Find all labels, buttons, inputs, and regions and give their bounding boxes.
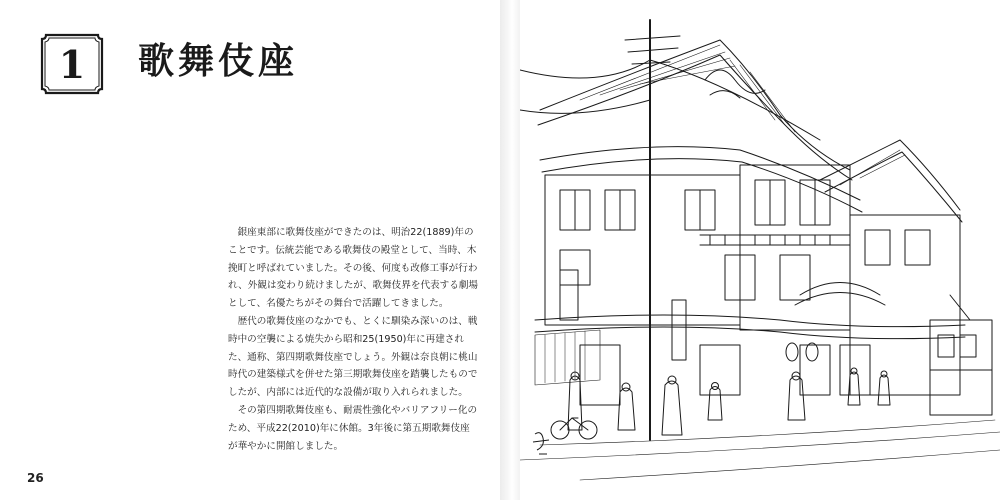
body-paragraph: 歴代の歌舞伎座のなかでも、とくに馴染み深いのは、戦時中の空襲による焼失から昭和25(1950)年に再建された、通称、第四期歌舞伎座でしょう。外観は奈良朝に桃山時代の建築様式を併せた第三期歌舞伎座を踏襲したものでしたが、内部には近代的な設備が取り入れられました。 (228, 315, 478, 399)
kabukiza-illustration-icon (520, 0, 1000, 500)
chapter-title: 歌舞伎座 (138, 41, 299, 82)
page-number: 26 (27, 471, 44, 485)
chapter-number-frame (40, 33, 104, 95)
body-paragraph: 銀座東部に歌舞伎座ができたのは、明治22(1889)年のことです。伝統芸能である歌舞伎の殿堂として、当時、木挽町と呼ばれていました。その後、何度も改修工事が行われ、外観は変わり続けましたが、歌舞伎界を代表する劇場として、名優たちがその舞台で活躍してきました。 (228, 227, 479, 310)
body-paragraph: その第四期歌舞伎座も、耐震性強化やバリアフリー化のため、平成22(2010)年に休館。3年後に第五期歌舞伎座が華やかに開館しました。 (228, 404, 478, 452)
chapter-number: 1 (58, 41, 86, 87)
artist-signature-icon (525, 428, 561, 464)
book-gutter (500, 0, 520, 500)
right-page (520, 0, 1000, 500)
body-text (228, 224, 478, 455)
